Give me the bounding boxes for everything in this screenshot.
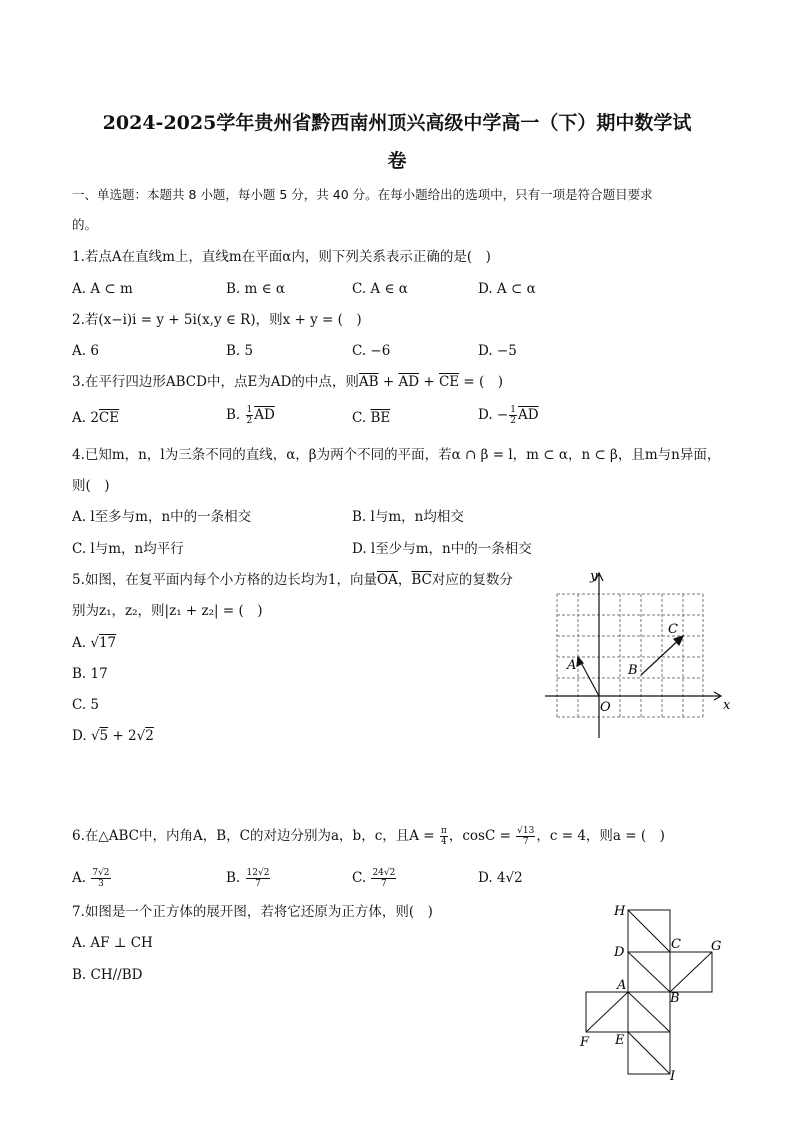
q6-b-num: 12√2 — [246, 868, 270, 878]
q6-c-label: C. — [352, 870, 371, 886]
q6-option-c — [352, 868, 397, 889]
q6-a-den: 3 — [98, 879, 104, 889]
q5-complex-plane-figure — [540, 566, 730, 746]
q6-a-label: A. — [72, 870, 91, 886]
section-instructions-line2: 的。 — [72, 217, 98, 232]
q7-stem: 7.如图是一个正方体的展开图，若将它还原为正方体，则( ) — [72, 904, 433, 920]
q3-stem: 3.在平行四边形ABCD中，点E为AD的中点，则$\overline{AB} + \overline{AD} + \overline{CE}$ = ( ) — [72, 374, 504, 390]
q5-label-c: C — [668, 622, 678, 637]
q2-stem: 2.若(x−i)i = y + 5i(x,y ∈ R)，则x + y = ( ) — [72, 312, 362, 328]
q3-vector-ad: $\overline{AD}$ — [398, 374, 420, 390]
q1-option-c: C. A ∈ α — [352, 281, 408, 297]
q3-a-vector: $\overline{CE}$ — [98, 410, 120, 426]
q5-label-a: A — [567, 658, 577, 673]
q3-d-label: D. − — [478, 407, 509, 423]
q3-option-d — [478, 405, 539, 426]
q7-diagonal-6 — [628, 1032, 670, 1074]
q4-option-c: C. l与m，n均平行 — [72, 541, 184, 557]
q5-stem-line1: 5.如图，在复平面内每个小方格的边长均为1，向量$\overline{OA}$，$\overline{BC}$对应的复数分 — [72, 572, 513, 588]
q7-diagonal-2 — [628, 952, 670, 992]
q1-option-a: A. A ⊂ m — [72, 281, 133, 297]
q3-d-den: 2 — [510, 416, 516, 426]
q3-d-fraction — [509, 405, 517, 426]
q5-d-radicand2: 2 — [145, 728, 154, 744]
q3-d-num: 1 — [510, 405, 516, 415]
q5-label-o: O — [600, 700, 611, 715]
q5-d-label: D. — [72, 728, 91, 744]
q3-option-b — [226, 405, 275, 426]
q7-label-c: C — [671, 937, 681, 952]
q4-option-a: A. l至多与m，n中的一条相交 — [72, 509, 252, 525]
q7-label-a: A — [617, 978, 627, 993]
q5-option-d: D. √5 + 2√2 — [72, 728, 154, 744]
q5-stem-text-end: 对应的复数分 — [431, 572, 513, 588]
q3-b-vector: $\overline{AD}$ — [254, 407, 275, 423]
q5-label-b: B — [628, 663, 638, 678]
q7-cube-net-figure — [574, 898, 734, 1084]
q6-option-a — [72, 868, 112, 889]
q7-option-b: B. CH//BD — [72, 967, 143, 983]
q2-option-d: D. −5 — [478, 343, 517, 359]
q7-label-h: H — [614, 904, 626, 919]
q5-d-mid: + 2 — [108, 728, 137, 744]
q3-c-label: C. — [352, 410, 371, 426]
q6-stem — [72, 826, 665, 847]
q5-stem-text: 5.如图，在复平面内每个小方格的边长均为1，向量 — [72, 572, 377, 588]
q5-grid — [557, 594, 703, 717]
q6-angle-fraction — [440, 826, 448, 847]
q2-option-c: C. −6 — [352, 343, 391, 359]
exam-title-line2: 卷 — [387, 150, 407, 172]
q5-vector-bc: $\overline{BC}$ — [411, 572, 432, 588]
q7-label-d: D — [614, 945, 625, 960]
q7-label-b: B — [670, 991, 680, 1006]
q6-stem-end: ，c = 4，则a = ( ) — [536, 828, 665, 844]
q5-d-radicand1: 5 — [99, 728, 109, 744]
q2-option-a: A. 6 — [72, 343, 99, 359]
q6-angle-num: π — [440, 826, 447, 836]
q7-diagonal-5 — [586, 992, 628, 1032]
q5-option-c: C. 5 — [72, 697, 100, 713]
q3-a-label: A. 2 — [72, 410, 99, 426]
q5-option-a: A. √17 — [72, 635, 117, 651]
q6-c-fraction — [371, 868, 396, 889]
q6-option-d: D. 4√2 — [478, 870, 523, 886]
q6-b-label: B. — [226, 870, 245, 886]
q6-b-fraction — [246, 868, 271, 889]
q7-label-e: E — [615, 1033, 625, 1048]
q3-stem-end: = ( ) — [459, 374, 504, 390]
q3-option-c — [352, 409, 390, 427]
q5-a-radicand: 17 — [98, 635, 117, 651]
q6-cos-fraction — [516, 826, 535, 847]
q3-vector-ce: $\overline{CE}$ — [438, 374, 460, 390]
q5-label-y: y — [590, 569, 598, 584]
q3-b-label: B. — [226, 407, 245, 423]
q4-stem-line1: 4.已知m，n，l为三条不同的直线，α，β为两个不同的平面，若α ∩ β = l，m ⊂ α，n ⊂ β，且m与n异面， — [72, 447, 721, 463]
exam-title-line1: 2024-2025学年贵州省黔西南州顶兴高级中学高一（下）期中数学试 — [102, 112, 692, 134]
q7-option-a: A. AF ⊥ CH — [72, 935, 153, 951]
q6-stem-text: 6.在△ABC中，内角A，B，C的对边分别为a，b，c，且A = — [72, 828, 439, 844]
q3-d-vector: $\overline{AD}$ — [517, 407, 539, 423]
q5-label-x: x — [723, 698, 730, 713]
q6-a-num: 7√2 — [92, 868, 110, 878]
section-instructions-line1: 一、单选题：本题共 8 小题，每小题 5 分，共 40 分。在每小题给出的选项中，只有一项是符合题目要求 — [72, 187, 653, 202]
q5-vector-oa: $\overline{OA}$ — [376, 572, 398, 588]
q5-stem-line2: 别为z₁，z₂，则|z₁ + z₂| = ( ) — [72, 603, 263, 619]
q6-b-den: 7 — [255, 879, 261, 889]
q3-b-den: 2 — [246, 416, 253, 426]
q6-a-fraction — [91, 868, 110, 889]
q6-angle-den: 4 — [441, 837, 447, 847]
q4-option-b: B. l与m，n均相交 — [352, 509, 464, 525]
q3-option-a — [72, 409, 119, 427]
q6-cos-text: ，cosC = — [448, 828, 516, 844]
q7-label-i: I — [670, 1069, 676, 1084]
q1-stem: 1.若点A在直线m上，直线m在平面α内，则下列关系表示正确的是( ) — [72, 249, 491, 265]
q7-diagonal-4 — [628, 992, 670, 1032]
q6-option-b — [226, 868, 271, 889]
q7-label-f: F — [580, 1035, 590, 1050]
q3-vector-ab: $\overline{AB}$ — [358, 374, 379, 390]
q3-b-num: 1 — [246, 405, 253, 415]
q7-diagonal-3 — [670, 952, 712, 992]
q7-diagonal-1 — [628, 910, 670, 952]
q3-c-vector: $\overline{BE}$ — [370, 410, 391, 426]
q6-cos-den: 7 — [522, 837, 529, 847]
q4-option-d: D. l至少与m，n中的一条相交 — [352, 541, 532, 557]
q4-stem-line2: 则( ) — [72, 478, 110, 494]
q6-c-den: 7 — [381, 879, 387, 889]
q3-b-fraction — [246, 405, 254, 426]
q1-option-b: B. m ∈ α — [226, 281, 285, 297]
q1-option-d: D. A ⊂ α — [478, 281, 536, 297]
q7-label-g: G — [711, 939, 722, 954]
q3-stem-text: 3.在平行四边形ABCD中，点E为AD的中点，则 — [72, 374, 359, 390]
q2-option-b: B. 5 — [226, 343, 254, 359]
q6-cos-num: √13 — [517, 826, 535, 836]
q6-c-num: 24√2 — [372, 868, 396, 878]
q5-option-b: B. 17 — [72, 666, 108, 682]
q5-a-label: A. — [72, 635, 91, 651]
